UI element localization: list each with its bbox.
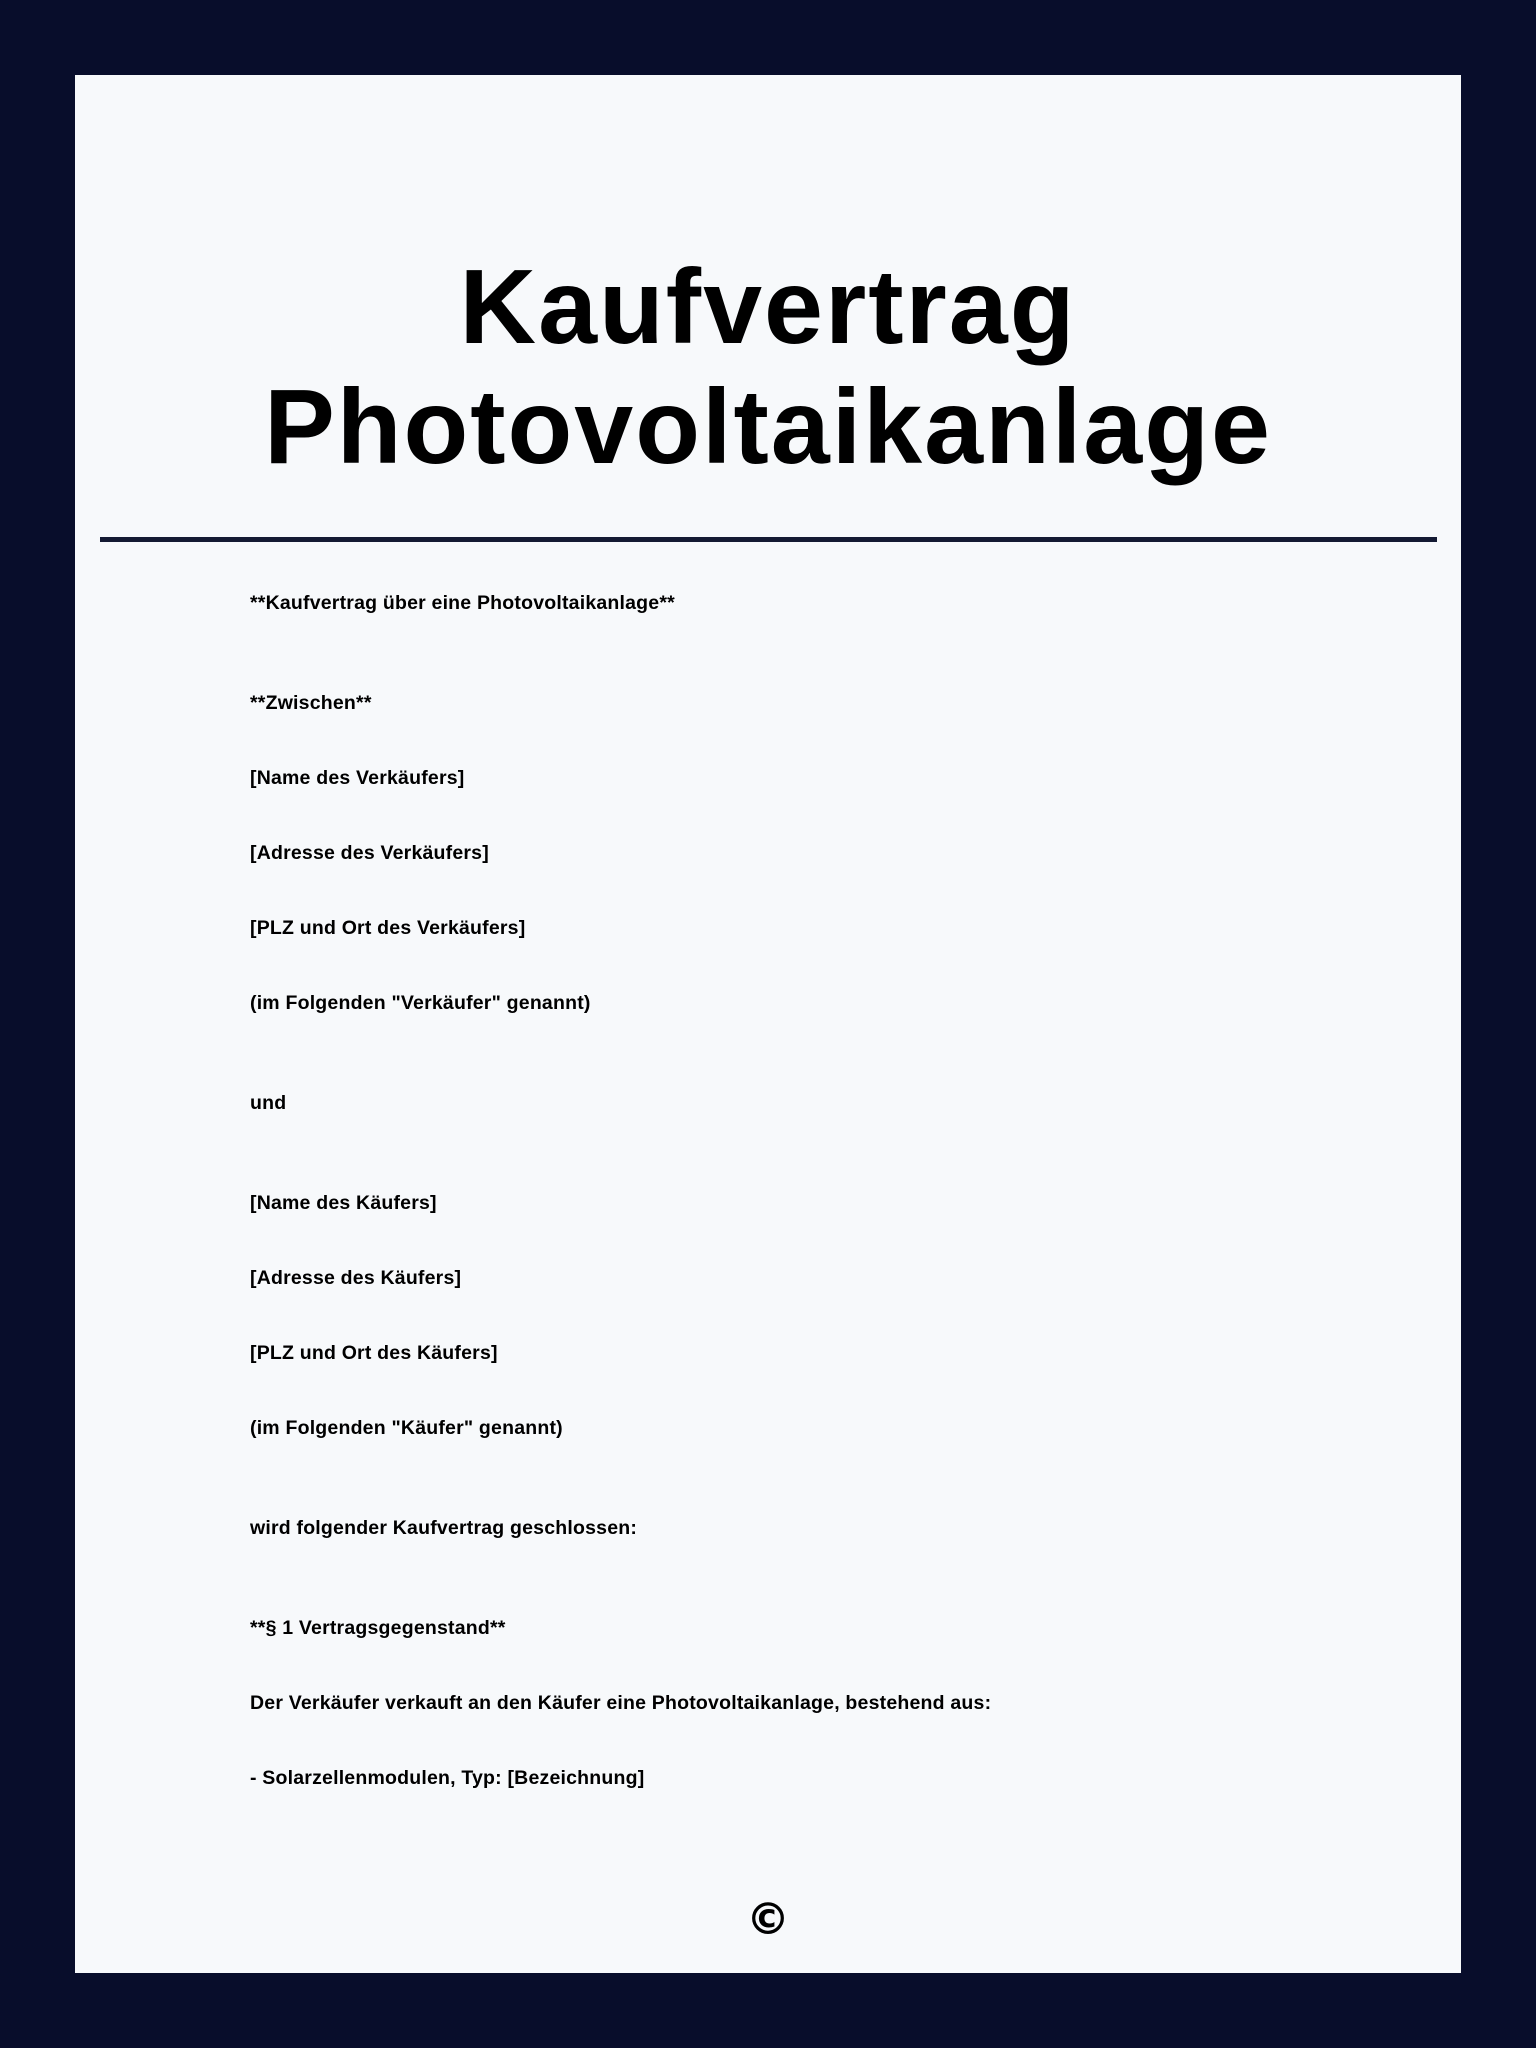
document-page — [75, 75, 1461, 1973]
parties-heading: **Zwischen** — [250, 692, 372, 714]
section-1-heading: **§ 1 Vertragsgegenstand** — [250, 1617, 506, 1639]
title-line-1: Kaufvertrag — [459, 248, 1077, 366]
seller-designation: (im Folgenden "Verkäufer" genannt) — [250, 992, 591, 1014]
seller-name: [Name des Verkäufers] — [250, 767, 465, 789]
buyer-name: [Name des Käufers] — [250, 1192, 437, 1214]
buyer-designation: (im Folgenden "Käufer" genannt) — [250, 1417, 563, 1439]
conjunction-und: und — [250, 1092, 287, 1114]
contract-statement: wird folgender Kaufvertrag geschlossen: — [250, 1517, 638, 1539]
buyer-address: [Adresse des Käufers] — [250, 1267, 462, 1289]
title-divider — [100, 537, 1437, 542]
seller-address: [Adresse des Verkäufers] — [250, 842, 489, 864]
title-line-2: Photovoltaikanlage — [264, 368, 1272, 486]
buyer-city: [PLZ und Ort des Käufers] — [250, 1342, 498, 1364]
section-1-text: Der Verkäufer verkauft an den Käufer eine Photovoltaikanlage, bestehend aus: — [250, 1692, 992, 1714]
seller-city: [PLZ und Ort des Verkäufers] — [250, 917, 526, 939]
contract-heading: **Kaufvertrag über eine Photovoltaikanlage** — [250, 592, 675, 614]
copyright-icon: © — [746, 1894, 790, 1945]
section-1-item: - Solarzellenmodulen, Typ: [Bezeichnung] — [250, 1767, 645, 1789]
document-title — [75, 247, 1461, 487]
